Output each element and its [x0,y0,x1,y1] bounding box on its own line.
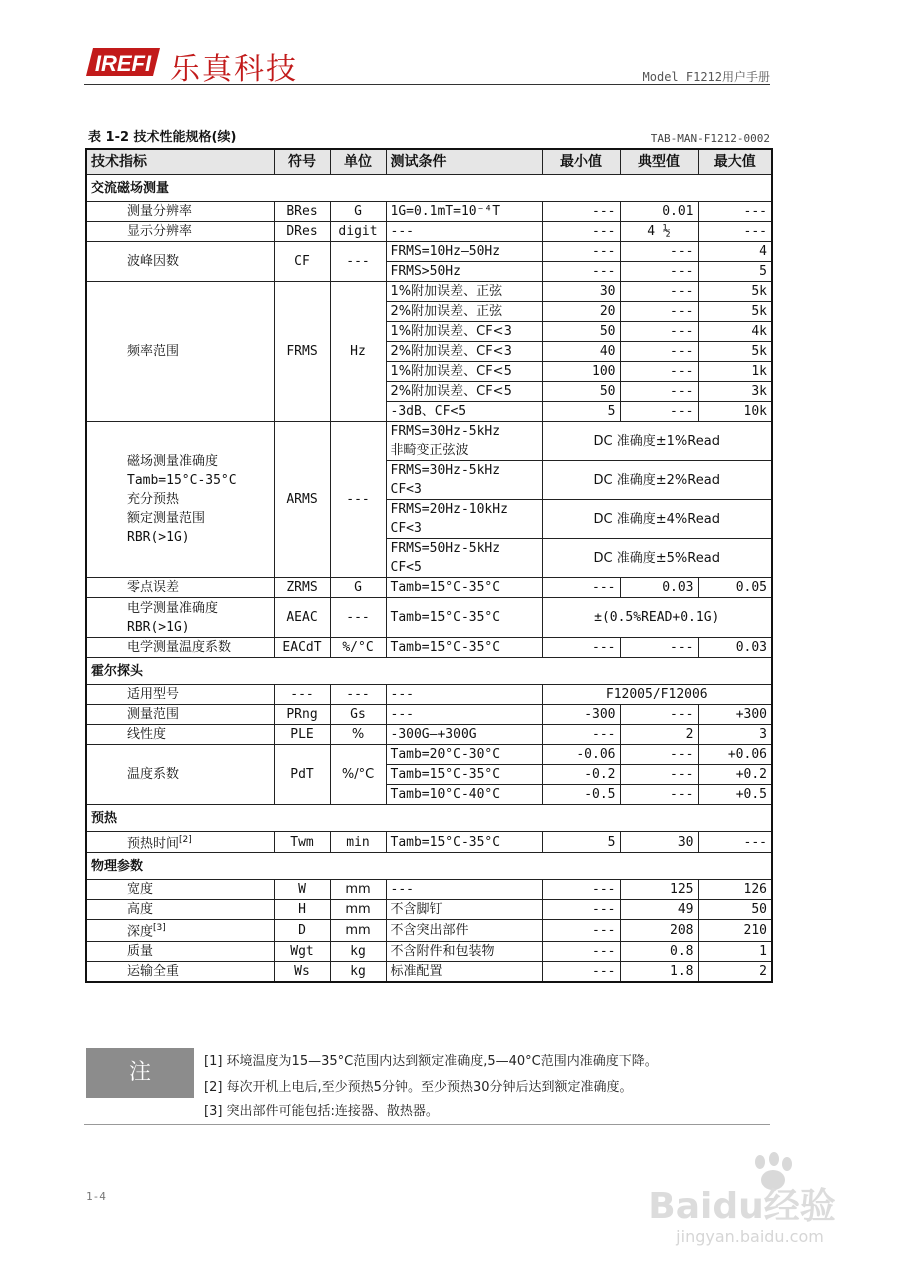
note-item: [1] 环境温度为15—35°C范围内达到额定准确度,5—40°C范围内准确度下降。 [204,1054,658,1069]
spec-typ: --- [620,362,698,382]
name-line: 充分预热 [127,492,180,507]
spec-typ: 0.01 [620,202,698,222]
spec-min: 40 [542,342,620,362]
spec-min: --- [542,262,620,282]
spec-max: 3k [698,382,772,402]
spec-name: 质量 [86,941,274,961]
spec-symbol: PLE [274,725,330,745]
spec-symbol: PRng [274,705,330,725]
spec-min: 50 [542,322,620,342]
spec-typ: --- [620,638,698,658]
spec-symbol: ARMS [274,422,330,578]
spec-symbol: D [274,920,330,941]
spec-name [86,832,274,853]
spec-max: 1 [698,941,772,961]
spec-name: 温度系数 [86,745,274,805]
paw-icon [755,1152,792,1190]
spec-min: --- [542,941,620,961]
spec-typ: --- [620,282,698,302]
logo-text: IREFI [94,51,152,76]
spec-max: +0.5 [698,785,772,805]
spec-min: --- [542,222,620,242]
spec-max: +300 [698,705,772,725]
spec-value: DC 准确度±4%Read [542,500,772,539]
spec-unit: Gs [330,705,386,725]
spec-name: 高度 [86,900,274,920]
spec-symbol: ZRMS [274,578,330,598]
spec-min: 5 [542,402,620,422]
name-line: RBR(>1G) [127,619,190,635]
spec-max: 1k [698,362,772,382]
spec-condition [386,539,542,578]
spec-typ: 208 [620,920,698,941]
cond-line: FRMS=30Hz-5kHz [390,424,501,439]
spec-min: --- [542,578,620,598]
spec-condition: Tamb=15°C-35°C [386,765,542,785]
name-line: 磁场测量准确度 [127,454,219,469]
table-row [86,900,772,920]
spec-name [86,598,274,638]
section-row [86,658,772,685]
spec-max: 10k [698,402,772,422]
spec-condition [386,500,542,539]
spec-typ: 125 [620,880,698,900]
spec-max: --- [698,202,772,222]
spec-condition: --- [386,685,542,705]
spec-condition: FRMS>50Hz [386,262,542,282]
col-header: 符号 [274,149,330,175]
spec-name [86,422,274,578]
section-title: 物理参数 [86,853,772,880]
spec-condition: Tamb=15°C-35°C [386,578,542,598]
spec-max: 0.03 [698,638,772,658]
section-row [86,805,772,832]
spec-unit: Hz [330,282,386,422]
spec-symbol: AEAC [274,598,330,638]
spec-name: 线性度 [86,725,274,745]
table-row [86,705,772,725]
spec-min: --- [542,242,620,262]
spec-condition: 1G=0.1mT=10⁻⁴T [386,202,542,222]
table-row [86,880,772,900]
spec-name: 波峰因数 [86,242,274,282]
spec-condition: 不含突出部件 [386,920,542,941]
spec-min: --- [542,202,620,222]
spec-value: ±(0.5%READ+0.1G) [542,598,772,638]
irefi-logo [84,46,162,78]
table-row [86,832,772,853]
table-header-row [86,149,772,175]
spec-condition: Tamb=15°C-35°C [386,832,542,853]
spec-typ: --- [620,745,698,765]
name-line: 电学测量准确度 [127,600,219,616]
spec-condition: 1%附加误差、CF<5 [386,362,542,382]
spec-unit: G [330,578,386,598]
spec-condition: 不含附件和包装物 [386,941,542,961]
spec-name: 宽度 [86,880,274,900]
spec-name: 测量范围 [86,705,274,725]
cond-line: FRMS=50Hz-5kHz [390,541,501,556]
spec-min: 100 [542,362,620,382]
spec-typ: 49 [620,900,698,920]
spec-value: DC 准确度±1%Read [542,422,772,461]
spec-condition: FRMS=10Hz—50Hz [386,242,542,262]
spec-max: 2 [698,961,772,982]
note-item: [3] 突出部件可能包括:连接器、散热器。 [204,1104,439,1119]
spec-max: 5k [698,282,772,302]
spec-min: -0.06 [542,745,620,765]
spec-condition: -300G—+300G [386,725,542,745]
section-title: 霍尔探头 [86,658,772,685]
spec-name: 适用型号 [86,685,274,705]
spec-name: 零点误差 [86,578,274,598]
spec-max: --- [698,222,772,242]
header-divider [84,84,770,85]
col-header: 最大值 [698,149,772,175]
section-row [86,175,772,202]
spec-condition: --- [386,880,542,900]
spec-min: 5 [542,832,620,853]
spec-min: -300 [542,705,620,725]
table-row [86,725,772,745]
spec-symbol: Wgt [274,941,330,961]
spec-unit: kg [330,961,386,982]
spec-typ: --- [620,322,698,342]
notes-block [86,1048,772,1120]
spec-unit: min [330,832,386,853]
spec-symbol: H [274,900,330,920]
spec-typ: --- [620,342,698,362]
spec-symbol: Ws [274,961,330,982]
table-row [86,598,772,638]
spec-max: 3 [698,725,772,745]
spec-condition: 2%附加误差、CF<3 [386,342,542,362]
spec-condition: 2%附加误差、CF<5 [386,382,542,402]
spec-condition: Tamb=20°C-30°C [386,745,542,765]
cond-line: CF<3 [390,482,422,497]
spec-typ: 1.8 [620,961,698,982]
cond-line: FRMS=20Hz-10kHz [390,502,508,517]
spec-max: 4k [698,322,772,342]
table-row [86,920,772,941]
table-row [86,578,772,598]
spec-max: 5k [698,342,772,362]
doc-code: TAB-MAN-F1212-0002 [650,132,770,145]
spec-unit: --- [330,685,386,705]
spec-max: 0.05 [698,578,772,598]
spec-unit: digit [330,222,386,242]
spec-typ: --- [620,785,698,805]
table-row [86,941,772,961]
spec-typ: --- [620,705,698,725]
spec-unit: %/°C [330,638,386,658]
spec-symbol: EACdT [274,638,330,658]
section-row [86,853,772,880]
name-line: 额定测量范围 [127,511,206,526]
table-row [86,685,772,705]
spec-unit: mm [330,900,386,920]
spec-symbol: CF [274,242,330,282]
spec-condition: 不含脚钉 [386,900,542,920]
col-header: 测试条件 [386,149,542,175]
spec-condition: 1%附加误差、CF<3 [386,322,542,342]
spec-condition [386,422,542,461]
spec-value: DC 准确度±5%Read [542,539,772,578]
spec-min: 50 [542,382,620,402]
spec-symbol: PdT [274,745,330,805]
spec-max: +0.06 [698,745,772,765]
spec-name: 测量分辨率 [86,202,274,222]
spec-condition: -3dB、CF<5 [386,402,542,422]
spec-condition [386,461,542,500]
spec-min: --- [542,880,620,900]
table-row [86,202,772,222]
col-header: 典型值 [620,149,698,175]
note-item: [2] 每次开机上电后,至少预热5分钟。至少预热30分钟后达到额定准确度。 [204,1080,633,1095]
spec-max: +0.2 [698,765,772,785]
spec-symbol: --- [274,685,330,705]
spec-name: 显示分辨率 [86,222,274,242]
spec-typ: 30 [620,832,698,853]
spec-typ: 2 [620,725,698,745]
table-row [86,638,772,658]
spec-unit: mm [330,880,386,900]
spec-max: 5k [698,302,772,322]
notes-divider [84,1124,770,1125]
col-header: 技术指标 [86,149,274,175]
col-header: 单位 [330,149,386,175]
spec-min: --- [542,920,620,941]
spec-typ: 0.03 [620,578,698,598]
spec-name: 频率范围 [86,282,274,422]
section-title: 预热 [86,805,772,832]
brand-name: 乐真科技 [170,52,298,87]
watermark-brand: Baidu经验 [648,1186,836,1227]
cond-line: CF<3 [390,521,422,536]
spec-value: F12005/F12006 [542,685,772,705]
spec-typ: --- [620,382,698,402]
spec-typ: 4 ½ [620,222,698,242]
table-row [86,422,772,461]
spec-unit: kg [330,941,386,961]
spec-min: --- [542,961,620,982]
spec-condition: --- [386,222,542,242]
watermark-url: jingyan.baidu.com [676,1227,824,1246]
model-title: Model F1212用户手册 [642,70,770,84]
spec-condition: --- [386,705,542,725]
spec-condition: 1%附加误差、正弦 [386,282,542,302]
spec-max: 210 [698,920,772,941]
spec-unit: --- [330,242,386,282]
spec-condition: Tamb=15°C-35°C [386,638,542,658]
spec-unit: --- [330,422,386,578]
spec-min: --- [542,725,620,745]
spec-symbol: W [274,880,330,900]
spec-condition: Tamb=10°C-40°C [386,785,542,805]
spec-min: --- [542,638,620,658]
spec-max: 4 [698,242,772,262]
cond-line: CF<5 [390,560,422,575]
spec-typ: --- [620,262,698,282]
section-title: 交流磁场测量 [86,175,772,202]
table-title: 表 1-2 技术性能规格(续) [88,130,237,145]
name-line: RBR(>1G) [127,530,190,545]
spec-table [85,148,773,983]
spec-symbol: Twm [274,832,330,853]
spec-max: --- [698,832,772,853]
spec-name [86,920,274,941]
footnote-ref: [3] [153,923,166,934]
spec-condition: 2%附加误差、正弦 [386,302,542,322]
spec-max: 126 [698,880,772,900]
spec-unit: mm [330,920,386,941]
spec-min: -0.2 [542,765,620,785]
baidu-watermark [642,1150,852,1250]
spec-symbol: BRes [274,202,330,222]
table-row [86,745,772,765]
spec-typ: --- [620,302,698,322]
table-row [86,961,772,982]
spec-typ: --- [620,242,698,262]
spec-condition: Tamb=15°C-35°C [386,598,542,638]
spec-condition: 标准配置 [386,961,542,982]
spec-min: -0.5 [542,785,620,805]
spec-unit: %/°C [330,745,386,805]
spec-typ: 0.8 [620,941,698,961]
spec-name-text: 深度 [127,924,154,940]
spec-max: 5 [698,262,772,282]
page-number: 1-4 [86,1190,106,1203]
cond-line: 非畸变正弦波 [390,443,469,458]
spec-typ: --- [620,765,698,785]
table-row [86,242,772,262]
spec-value: DC 准确度±2%Read [542,461,772,500]
name-line: Tamb=15°C-35°C [127,473,237,488]
table-row [86,282,772,302]
table-row [86,222,772,242]
spec-name: 电学测量温度系数 [86,638,274,658]
spec-name-text: 预热时间 [127,836,180,852]
spec-min: 30 [542,282,620,302]
spec-unit: --- [330,598,386,638]
footnote-ref: [2] [179,835,192,845]
col-header: 最小值 [542,149,620,175]
notes-label: 注 [86,1048,194,1098]
spec-symbol: FRMS [274,282,330,422]
spec-min: --- [542,900,620,920]
spec-unit: % [330,725,386,745]
spec-max: 50 [698,900,772,920]
spec-min: 20 [542,302,620,322]
spec-symbol: DRes [274,222,330,242]
spec-typ: --- [620,402,698,422]
cond-line: FRMS=30Hz-5kHz [390,463,501,478]
spec-name: 运输全重 [86,961,274,982]
spec-unit: G [330,202,386,222]
